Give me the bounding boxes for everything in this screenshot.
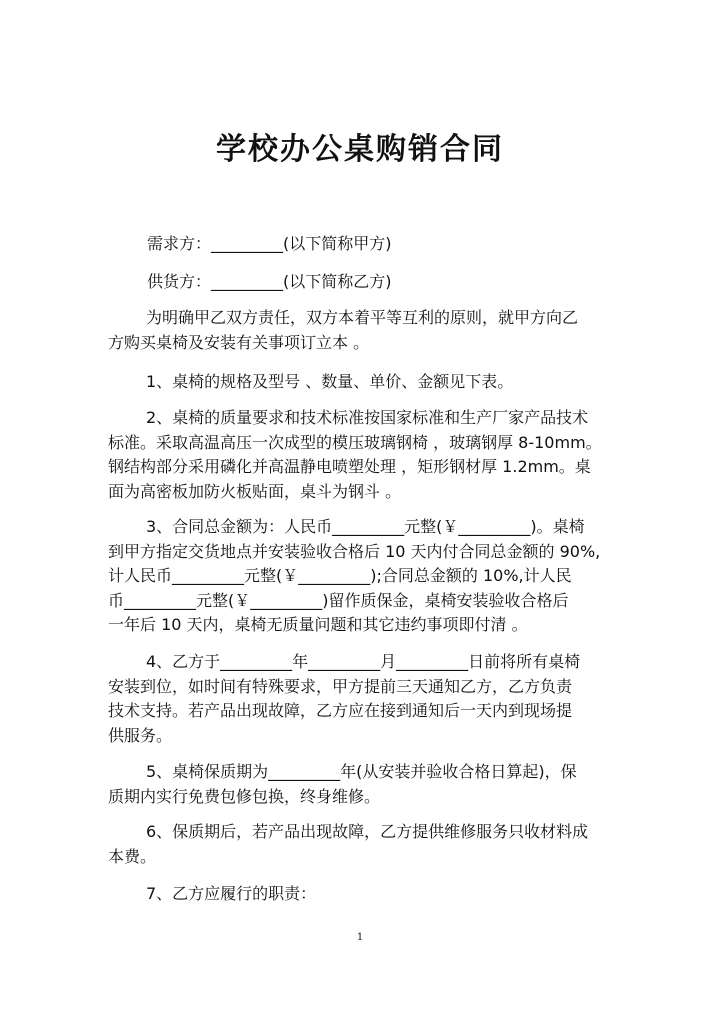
clause-5: [108, 760, 616, 809]
paragraph-line: 标准。采取高温高压一次成型的模压玻璃钢椅 ，玻璃钢厚 8-10mm。: [108, 432, 602, 452]
paragraph-line: 为明确甲乙双方责任，双方本着平等互利的原则，就甲方向乙: [146, 308, 579, 327]
paragraph-line: 到甲方指定交货地点并安装验收合格后 10 天内付合同总金额的 90%,: [108, 541, 601, 561]
paragraph-line: 6、保质期后，若产品出现故障，乙方提供维修服务只收材料成: [146, 822, 589, 841]
paragraph-line: 3、合同总金额为：人民币_________元整(￥_________)。桌椅: [146, 517, 585, 536]
clause-4: [108, 650, 616, 748]
paragraph-line: 供服务。: [108, 725, 173, 745]
clause-2: [108, 406, 616, 504]
paragraph-line: 方购买桌椅及安装有关事项订立本 。: [108, 332, 370, 352]
document-title: 学校办公桌购销合同: [216, 132, 504, 167]
clause-3: [108, 515, 616, 638]
paragraph-line: 面为高密板加防火板贴面，桌斗为钢斗 。: [108, 481, 402, 501]
paragraph-line: 技术支持。若产品出现故障，乙方应在接到通知后一天内到现场提: [108, 701, 573, 720]
buyer-line: 需求方：_________(以下简称甲方): [147, 234, 392, 253]
paragraph-line: 币_________元整(￥_________)留作质保金，桌椅安装验收合格后: [108, 590, 569, 610]
paragraph-line: 一年后 10 天内，桌椅无质量问题和其它违约事项即付清 。: [108, 615, 528, 634]
paragraph-line: 2、桌椅的质量要求和技术标准按国家标准和生产厂家产品技术: [146, 408, 589, 427]
supplier-line: 供货方：_________(以下简称乙方): [147, 272, 392, 291]
paragraph-line: 质期内实行免费包修包换，终身维修。: [108, 786, 381, 806]
paragraph-line: 1、桌椅的规格及型号 、数量、单价、金额见下表。: [146, 372, 514, 391]
paragraph-line: 钢结构部分采用磷化并高温静电喷塑处理 ，矩形钢材厚 1.2mm。桌: [108, 457, 591, 476]
clause-6: [108, 820, 616, 869]
paragraph-line: 计人民币_________元整(￥_________);合同总金额的 10%,计人民: [108, 566, 572, 585]
paragraph-line: 5、桌椅保质期为_________年(从安装并验收合格日算起)，保: [146, 762, 577, 781]
paragraph-line: 7、乙方应履行的职责：: [146, 884, 317, 903]
clause-7: [108, 882, 616, 907]
paragraph-line: 安装到位，如时间有特殊要求，甲方提前三天通知乙方，乙方负责: [108, 676, 573, 696]
clause-1: [108, 370, 616, 395]
paragraph-line: 本费。: [108, 846, 157, 866]
page-number: 1: [356, 932, 364, 943]
paragraph-line: 4、乙方于_________年_________月_________日前将所有桌椅: [146, 652, 581, 671]
intro-paragraph: [108, 306, 616, 355]
